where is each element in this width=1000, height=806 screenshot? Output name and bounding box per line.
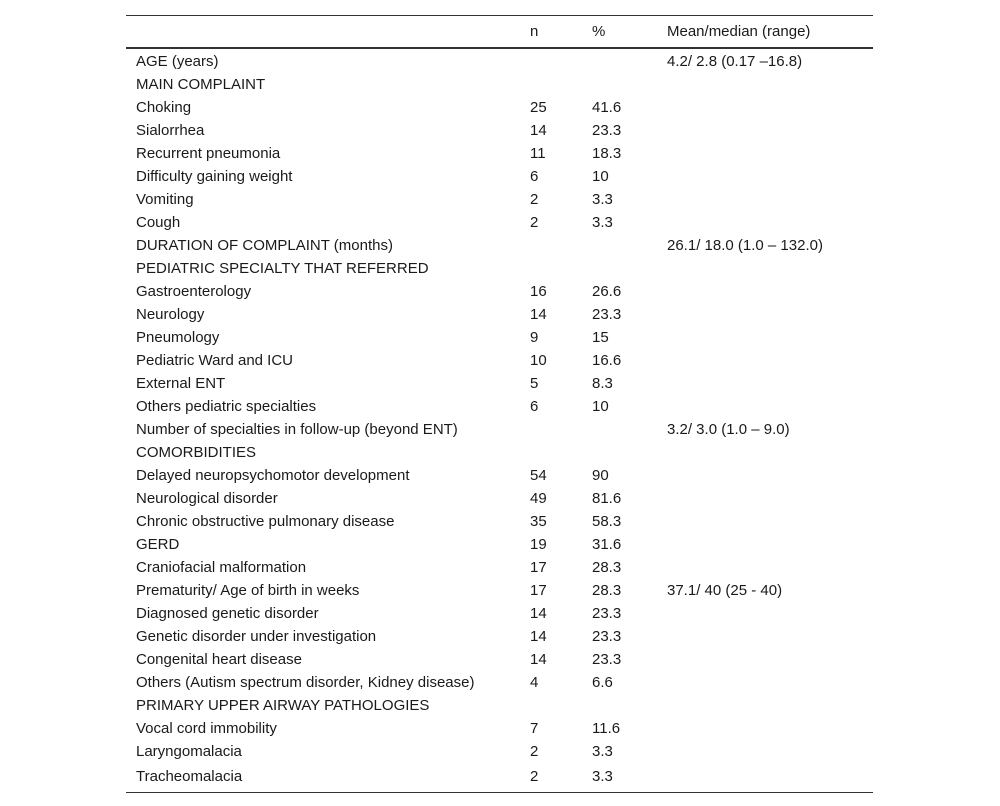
row-percent: 10 <box>592 168 609 185</box>
row-percent: 8.3 <box>592 375 613 392</box>
table-row <box>126 671 873 694</box>
table-row <box>126 740 873 763</box>
table-row <box>126 257 873 280</box>
row-percent <box>592 418 667 441</box>
table-row <box>126 372 873 395</box>
row-mean-median <box>667 395 873 418</box>
row-n: 17 <box>530 559 547 576</box>
row-label: Pediatric Ward and ICU <box>136 352 294 369</box>
row-mean-median <box>667 280 873 303</box>
row-percent: 18.3 <box>592 145 622 162</box>
row-percent <box>592 694 667 717</box>
row-n: 17 <box>530 582 547 599</box>
row-n: 10 <box>530 352 547 369</box>
data-table <box>126 15 873 793</box>
table-row <box>126 694 873 717</box>
row-mean-median <box>667 326 873 349</box>
row-label: GERD <box>136 536 180 553</box>
table-row <box>126 625 873 648</box>
row-label: Neurology <box>136 306 205 323</box>
row-percent: 90 <box>592 467 609 484</box>
row-mean-median <box>667 763 873 793</box>
row-mean-median <box>667 533 873 556</box>
row-mean-median: 37.1/ 40 (25 - 40) <box>667 582 783 599</box>
row-percent: 3.3 <box>592 191 613 208</box>
row-mean-median: 26.1/ 18.0 (1.0 – 132.0) <box>667 237 823 254</box>
row-label: Craniofacial malformation <box>136 559 307 576</box>
row-label: Sialorrhea <box>136 122 205 139</box>
table-row <box>126 234 873 257</box>
row-percent: 23.3 <box>592 628 622 645</box>
row-mean-median <box>667 96 873 119</box>
row-n: 19 <box>530 536 547 553</box>
row-percent: 41.6 <box>592 99 622 116</box>
row-label: Tracheomalacia <box>136 768 243 785</box>
table-row <box>126 556 873 579</box>
row-label: Choking <box>136 99 192 116</box>
row-label: PRIMARY UPPER AIRWAY PATHOLOGIES <box>136 697 430 714</box>
row-mean-median <box>667 372 873 395</box>
row-n <box>530 234 592 257</box>
row-label: Gastroenterology <box>136 283 252 300</box>
row-label: Delayed neuropsychomotor development <box>136 467 410 484</box>
table-row <box>126 48 873 73</box>
row-n: 54 <box>530 467 547 484</box>
table-row <box>126 211 873 234</box>
row-mean-median <box>667 73 873 96</box>
table-row <box>126 441 873 464</box>
row-n: 14 <box>530 651 547 668</box>
row-mean-median <box>667 694 873 717</box>
row-n: 7 <box>530 720 539 737</box>
row-mean-median <box>667 119 873 142</box>
table-row <box>126 142 873 165</box>
table-row <box>126 96 873 119</box>
table-row <box>126 349 873 372</box>
row-label: PEDIATRIC SPECIALTY THAT REFERRED <box>136 260 429 277</box>
row-percent: 23.3 <box>592 605 622 622</box>
row-mean-median <box>667 717 873 740</box>
row-mean-median <box>667 257 873 280</box>
row-percent: 23.3 <box>592 306 622 323</box>
row-n: 6 <box>530 168 539 185</box>
table-row <box>126 418 873 441</box>
row-label: Genetic disorder under investigation <box>136 628 377 645</box>
row-label: Number of specialties in follow-up (beyond ENT) <box>136 421 458 438</box>
row-n: 5 <box>530 375 539 392</box>
row-percent: 16.6 <box>592 352 622 369</box>
row-label: Pneumology <box>136 329 220 346</box>
row-n <box>530 441 592 464</box>
row-mean-median <box>667 441 873 464</box>
row-label: MAIN COMPLAINT <box>136 76 266 93</box>
row-percent: 15 <box>592 329 609 346</box>
row-mean-median <box>667 648 873 671</box>
row-percent: 6.6 <box>592 674 613 691</box>
row-mean-median <box>667 211 873 234</box>
row-mean-median <box>667 303 873 326</box>
row-percent <box>592 48 667 73</box>
table-row <box>126 165 873 188</box>
row-percent: 58.3 <box>592 513 622 530</box>
table-row <box>126 533 873 556</box>
row-label: Others (Autism spectrum disorder, Kidney disease) <box>136 674 475 691</box>
row-label: Laryngomalacia <box>136 743 242 760</box>
row-mean-median <box>667 464 873 487</box>
table-row <box>126 280 873 303</box>
row-label: AGE (years) <box>136 53 219 70</box>
row-n: 2 <box>530 214 539 231</box>
table-row <box>126 648 873 671</box>
row-percent: 3.3 <box>592 214 613 231</box>
table-body <box>126 48 873 793</box>
table-row <box>126 326 873 349</box>
row-n: 2 <box>530 191 539 208</box>
row-percent <box>592 73 667 96</box>
row-label: Diagnosed genetic disorder <box>136 605 319 622</box>
row-n <box>530 418 592 441</box>
row-label: Prematurity/ Age of birth in weeks <box>136 582 360 599</box>
row-mean-median <box>667 625 873 648</box>
header-percent: % <box>592 23 606 40</box>
row-percent: 28.3 <box>592 582 622 599</box>
row-label: Congenital heart disease <box>136 651 302 668</box>
row-n: 14 <box>530 122 547 139</box>
row-n: 35 <box>530 513 547 530</box>
row-n: 25 <box>530 99 547 116</box>
row-mean-median <box>667 671 873 694</box>
row-n: 14 <box>530 306 547 323</box>
row-mean-median <box>667 142 873 165</box>
table-row <box>126 395 873 418</box>
row-label: COMORBIDITIES <box>136 444 257 461</box>
row-mean-median <box>667 487 873 510</box>
row-label: Others pediatric specialties <box>136 398 317 415</box>
row-n <box>530 48 592 73</box>
row-mean-median <box>667 510 873 533</box>
row-mean-median <box>667 165 873 188</box>
row-n: 14 <box>530 605 547 622</box>
row-label: Difficulty gaining weight <box>136 168 293 185</box>
row-label: Vocal cord immobility <box>136 720 277 737</box>
row-n: 9 <box>530 329 539 346</box>
row-percent: 3.3 <box>592 768 613 785</box>
data-table-container <box>126 15 873 793</box>
row-label: External ENT <box>136 375 226 392</box>
row-label: Recurrent pneumonia <box>136 145 281 162</box>
row-label: Cough <box>136 214 181 231</box>
table-row <box>126 303 873 326</box>
table-row <box>126 188 873 211</box>
row-percent <box>592 257 667 280</box>
row-percent: 81.6 <box>592 490 622 507</box>
table-header <box>126 16 873 49</box>
row-percent: 3.3 <box>592 743 613 760</box>
row-percent: 31.6 <box>592 536 622 553</box>
table-row <box>126 717 873 740</box>
table-row <box>126 579 873 602</box>
row-n: 4 <box>530 674 539 691</box>
row-label: Neurological disorder <box>136 490 278 507</box>
row-mean-median: 3.2/ 3.0 (1.0 – 9.0) <box>667 421 790 438</box>
table-row <box>126 119 873 142</box>
row-n <box>530 73 592 96</box>
table-row <box>126 73 873 96</box>
row-n: 11 <box>530 145 546 162</box>
row-mean-median <box>667 556 873 579</box>
row-mean-median <box>667 602 873 625</box>
row-percent: 28.3 <box>592 559 622 576</box>
row-n <box>530 257 592 280</box>
table-row <box>126 602 873 625</box>
table-row <box>126 510 873 533</box>
row-label: DURATION OF COMPLAINT (months) <box>136 237 393 254</box>
table-row <box>126 464 873 487</box>
row-mean-median: 4.2/ 2.8 (0.17 –16.8) <box>667 53 803 70</box>
row-percent: 23.3 <box>592 122 622 139</box>
row-mean-median <box>667 188 873 211</box>
row-label: Vomiting <box>136 191 194 208</box>
row-n: 2 <box>530 768 539 785</box>
row-percent <box>592 234 667 257</box>
row-n: 2 <box>530 743 539 760</box>
row-n: 49 <box>530 490 547 507</box>
row-n: 16 <box>530 283 547 300</box>
row-n <box>530 694 592 717</box>
row-label: Chronic obstructive pulmonary disease <box>136 513 395 530</box>
row-percent <box>592 441 667 464</box>
row-mean-median <box>667 349 873 372</box>
header-n: n <box>530 23 539 40</box>
table-row <box>126 763 873 793</box>
row-n: 14 <box>530 628 547 645</box>
row-n: 6 <box>530 398 539 415</box>
row-percent: 10 <box>592 398 609 415</box>
row-percent: 11.6 <box>592 720 621 737</box>
row-percent: 23.3 <box>592 651 622 668</box>
row-percent: 26.6 <box>592 283 622 300</box>
row-mean-median <box>667 740 873 763</box>
header-row <box>126 16 873 49</box>
header-mean-median: Mean/median (range) <box>667 23 811 40</box>
table-row <box>126 487 873 510</box>
header-label <box>126 16 530 49</box>
